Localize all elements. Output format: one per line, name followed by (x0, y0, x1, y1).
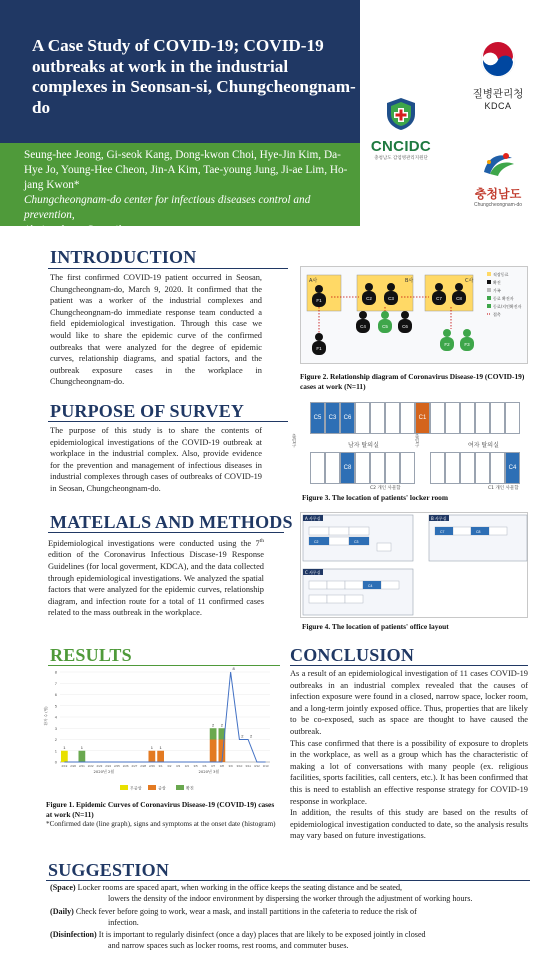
poster-title: A Case Study of COVID-19; COVID-19 outbreaks at work in the industrial complexes in Seonsan-si, Chungcheongnam-do (32, 36, 356, 117)
legend-swatch (176, 785, 184, 790)
locker-c4: C4 (505, 452, 520, 484)
legend-swatch (148, 785, 156, 790)
locker (400, 402, 415, 434)
introduction-text: The first confirmed COVID-19 patient occurred in Seosan, Chungcheongnam-do, March 9, 2020. It confirmed that the patient was a worker of the industrial complexes and Chungcheongnam-do immediate response team conducted a field epidemiological investigation. Through this case we would like to share the epidemic curve of the confirmed outbreaks that were analyzed for the degree of epidemic curves, relationship diagrams, and spatial factors, and the outbreak exposure cases in the workplace in Chungcheongnam-do. (50, 273, 262, 387)
bar-증상 (210, 740, 217, 763)
epidemic-curve-chart (42, 666, 278, 796)
y-tick-label: 5 (54, 703, 57, 709)
relationship-diagram (300, 266, 528, 364)
locker (430, 402, 445, 434)
methods-text (48, 536, 264, 619)
locker-c3: C3 (325, 402, 340, 434)
author-list: Seung-hee Jeong, Gi-seok Kang, Dong-kwon Choi, Hye-Jin Kim, Da-Hye Jo, Young-Hee Cheon, Jin-A Kim, Tae-young Jung, Ji-ae Lim, Ho-jang Kwon* (24, 149, 348, 191)
x-tick-label: 2/29 (148, 764, 155, 768)
y-tick-label: 6 (54, 692, 57, 697)
suggestion-rule (46, 880, 530, 881)
svg-text:C7: C7 (440, 530, 445, 534)
methods-text-part2: edition of the Coronavirus Infectious Discase-19 Response Guidelines (for local goverment, KDCA), and the data collected through epidemiological investigations. We analyzed the spatial factors that were analyzed for the epidemic curves, relationship diagram, and infection route for a total of 11 confirmed cases related to the mass outbreak in the workplace. (48, 550, 264, 618)
svg-text:동료 확진자: 동료 확진자 (493, 296, 514, 301)
methods-text-sup: th (259, 538, 264, 544)
svg-text:확진: 확진 (493, 280, 501, 285)
x-tick-label: 2/22 (87, 764, 94, 768)
purpose-heading: PURPOSE OF SURVEY (50, 401, 245, 421)
kdca-logo (458, 40, 538, 111)
locker (505, 402, 520, 434)
x-tick-label: 2/27 (131, 764, 138, 768)
x-tick-label: 3/2 (167, 764, 172, 768)
x-tick-label: 3/7 (211, 764, 216, 768)
entrance-label-right: 출입구 (414, 434, 419, 448)
suggestion-item-disinfection (50, 929, 520, 952)
group-label-b: B사 (405, 278, 414, 284)
suggestion-line-cont: infection. (108, 917, 139, 927)
x-tick-label: 3/9 (228, 764, 233, 768)
office-layout-svg (301, 513, 529, 619)
figure2-caption: Figure 2. Relationship diagram of Coronavirus Disease-19 (COVID-19) cases at work (N=11) (300, 372, 525, 391)
x-tick-label: 3/3 (176, 764, 181, 768)
y-tick-label: 3 (54, 725, 57, 731)
bar-무증상 (61, 751, 68, 762)
y-tick-label: 0 (54, 759, 57, 765)
figure1-note: *Confirmed date (line graph), signs and symptoms at the onset date (histogram) (46, 820, 276, 828)
locker (460, 452, 475, 484)
y-tick-label: 7 (54, 680, 57, 686)
x-group-label: 2020년 3월 (198, 769, 220, 774)
locker-note-c2: C2 개인 사물함 (370, 486, 401, 491)
locker (385, 402, 400, 434)
data-label: 8 (232, 666, 235, 671)
case-node-c5 (378, 311, 392, 333)
x-tick-label: 3/4 (184, 764, 189, 768)
bar-확진 (210, 728, 217, 739)
legend-swatch (120, 785, 128, 790)
desk-c2 (309, 537, 329, 545)
locker-room-figure (288, 398, 528, 490)
office-a-label: A 사무실 (305, 516, 321, 521)
data-label: 1 (63, 744, 66, 750)
x-tick-label: 3/10 (236, 764, 243, 768)
chungnam-english-name: Chungcheongnam-do (473, 202, 523, 208)
conclusion-paragraph-1: As a result of an epidemiological investigation of 11 cases COVID-19 outbreaks in an industrial complex revealed that the causes of infection exposure were found in a closed, narrow space, locker room, and a long-term jointly exposed office. Thus, properties that are likely to be co-exposed, such as space are thought to have caused the outbreak. (290, 669, 528, 736)
relationship-legend (487, 271, 522, 317)
female-locker-room-label: 여자 탈의실 (468, 442, 499, 449)
locker (475, 402, 490, 434)
office-layout-figure (300, 512, 528, 618)
introduction-rule (48, 268, 288, 269)
suggestion-key: (Space) (50, 883, 76, 892)
legend-label: 무증상 (130, 785, 142, 791)
svg-text:C2: C2 (314, 540, 319, 544)
legend-label: 확진 (186, 785, 194, 791)
results-heading: RESULTS (50, 645, 132, 665)
x-tick-label: 3/8 (219, 764, 224, 768)
bar-증상 (157, 751, 164, 762)
epidemic-curve-svg (42, 666, 278, 796)
locker (490, 402, 505, 434)
affiliation: Chungcheongnam-do center for infectious diseases control and prevention, (24, 194, 311, 221)
locker (445, 452, 460, 484)
purpose-rule (48, 421, 298, 422)
locker (460, 402, 475, 434)
locker (370, 452, 385, 484)
x-tick-label: 2/21 (78, 764, 85, 768)
purpose-text: The purpose of this study is to share the contents of epidemiological investigations of the COVID-19 outbreak at workplace in the industrial complex. Also, provide evidence for the prevention and management of infectious diseases in industrial complexes through cases of outbreaks of COVID-19 in Seosan, Chungcheongnam-do. (50, 426, 262, 493)
group-label-c: C사 (465, 278, 474, 284)
contact-email: *hojangkwon@gmail.com (24, 224, 143, 236)
x-tick-label: 2/28 (140, 764, 147, 768)
svg-text:F1: F1 (316, 346, 322, 351)
data-label: 2 (220, 722, 223, 728)
conclusion-text (290, 668, 528, 842)
methods-rule (48, 532, 284, 533)
legend-label: 증상 (158, 785, 166, 791)
locker-row-male-top (310, 402, 430, 434)
y-tick-label: 1 (54, 748, 57, 754)
svg-text:직장동료: 직장동료 (493, 272, 509, 277)
case-node-f2 (440, 329, 454, 351)
svg-text:C7: C7 (436, 296, 442, 301)
figure4-caption: Figure 4. The location of patients' office layout (302, 622, 449, 631)
suggestion-line: It is important to regularly disinfect (once a day) places that are likely to be exposed jointly in closed (98, 930, 426, 940)
figure3-caption: Figure 3. The location of patients' locker room (302, 493, 449, 502)
author-block (24, 148, 354, 238)
taegeuk-icon (478, 40, 518, 80)
svg-text:접촉: 접촉 (493, 312, 501, 317)
suggestion-list (50, 882, 520, 953)
locker-c5: C5 (310, 402, 325, 434)
chungnam-emblem-icon (480, 150, 516, 178)
suggestion-item-space (50, 882, 520, 905)
suggestion-key: (Daily) (50, 906, 74, 916)
data-label: 1 (150, 744, 153, 750)
locker (385, 452, 400, 484)
x-tick-label: 2/26 (122, 764, 129, 768)
kdca-english-name: KDCA (484, 101, 512, 111)
kdca-korean-name: 질병관리청 (472, 88, 524, 100)
locker (475, 452, 490, 484)
locker-row-male-bottom (310, 452, 415, 484)
office-c (303, 569, 413, 615)
svg-text:C4: C4 (368, 584, 373, 588)
office-b (429, 515, 527, 561)
office-b-label: B 사무실 (431, 516, 447, 521)
locker (445, 402, 460, 434)
svg-text:C3: C3 (388, 296, 394, 301)
svg-text:F2: F2 (444, 342, 450, 347)
cncidc-wordmark: CNCIDC (370, 138, 432, 155)
svg-text:C3: C3 (354, 540, 359, 544)
svg-text:C4: C4 (360, 324, 366, 329)
conclusion-paragraph-3: In addition, the results of this study are based on the results of epidemiological investigation conducted to date, so the analysis results may vary based on future investigations. (290, 808, 528, 841)
case-node-c6 (398, 311, 412, 333)
svg-text:C6: C6 (402, 324, 408, 329)
svg-text:F3: F3 (464, 342, 470, 347)
cncidc-subtitle: 충청남도 감염병관리지원단 (374, 156, 428, 161)
locker (370, 402, 385, 434)
x-tick-label: 3/6 (202, 764, 207, 768)
locker (430, 452, 445, 484)
case-node-f3 (460, 329, 474, 351)
locker (400, 452, 415, 484)
y-tick-label: 8 (54, 669, 57, 675)
locker-c1: C1 (415, 402, 430, 434)
y-tick-label: 4 (54, 714, 57, 720)
x-group-label: 2020년 2월 (93, 769, 115, 774)
figure1-caption: Figure 1. Epidemic Curves of Coronavirus Disease-19 (COVID-19) cases at work (N=11) (46, 800, 275, 819)
suggestion-heading: SUGGESTION (48, 860, 170, 880)
locker (355, 452, 370, 484)
x-tick-label: 3/1 (158, 764, 163, 768)
locker-row-female-bottom (430, 452, 520, 484)
conclusion-paragraph-2: This case confirmed that there is a possibility of exposure to droplets in the workplace, as well as a group which has the characteristic of making a lot of conversations with many people (ex. religious facilities, sports facilities, call centers, etc.). It has been confirmed that this is need to establish an effective response strategy for COVID-19 response in workplace. (290, 738, 528, 806)
methods-text-part1: Epidemiological investigations were conducted using the 7 (48, 538, 260, 548)
chungnam-logo (458, 150, 538, 208)
data-label: 2 (212, 722, 215, 728)
x-tick-label: 3/13 (262, 764, 269, 768)
locker (325, 452, 340, 484)
conclusion-rule (290, 665, 528, 666)
relationship-diagram-svg (301, 267, 529, 365)
x-tick-label: 3/5 (193, 764, 198, 768)
svg-text:가족: 가족 (493, 288, 501, 293)
locker (310, 452, 325, 484)
x-tick-label: 2/25 (113, 764, 120, 768)
x-tick-label: 3/11 (245, 764, 251, 768)
entrance-label-left: 출입구 (291, 434, 296, 448)
shield-icon (383, 96, 419, 132)
case-node-f1b (312, 333, 326, 355)
svg-text:동료/지인확진자: 동료/지인확진자 (493, 304, 522, 309)
suggestion-line: Check fever before going to work, wear a mask, and install partitions in the cafeteria to reduce the risk of (75, 906, 417, 916)
data-label: 2 (241, 733, 244, 739)
desk-c3 (349, 537, 369, 545)
data-label: 2 (250, 733, 253, 739)
suggestion-line-cont: lowers the density of the indoor environment by dispersing the worker through the adjustment of working hours. (108, 894, 473, 904)
cncidc-logo (366, 96, 436, 161)
data-label: 1 (80, 744, 83, 750)
methods-heading: MATELALS AND METHODS (50, 512, 293, 532)
locker-row-female-top (430, 402, 520, 434)
locker-c8: C8 (340, 452, 355, 484)
chungnam-korean-name: 충청남도 (474, 187, 522, 201)
case-node-c4 (356, 311, 370, 333)
x-tick-label: 3/12 (253, 764, 260, 768)
male-locker-room-label: 남자 탈의실 (348, 442, 379, 449)
svg-text:F1: F1 (316, 298, 322, 303)
office-c-label: C 사무실 (305, 570, 321, 575)
svg-text:C5: C5 (382, 324, 388, 329)
x-tick-label: 2/20 (70, 764, 77, 768)
x-tick-label: 2/19 (61, 764, 68, 768)
y-axis-label: 환자 수 (명) (44, 706, 48, 726)
x-tick-label: 2/24 (105, 764, 112, 768)
y-tick-label: 2 (54, 737, 57, 742)
svg-text:C8: C8 (476, 530, 481, 534)
svg-text:C2: C2 (366, 296, 372, 301)
introduction-heading: INTRODUCTION (50, 247, 197, 267)
group-label-a: A사 (309, 278, 318, 284)
locker (490, 452, 505, 484)
locker-c6: C6 (340, 402, 355, 434)
locker-note-c1: C1 개인 사물함 (488, 486, 519, 491)
suggestion-key: (Disinfection) (50, 930, 97, 940)
suggestion-line: Locker rooms are spaced apart, when working in the office keeps the seating distance and be seated, (77, 883, 403, 892)
locker (355, 402, 370, 434)
suggestion-line-cont: and narrow spaces such as locker rooms, rest rooms, and commuter buses. (108, 941, 349, 951)
svg-text:C8: C8 (456, 296, 462, 301)
suggestion-item-daily (50, 906, 520, 929)
data-label: 1 (159, 744, 162, 750)
x-tick-label: 2/23 (96, 764, 103, 768)
conclusion-heading: CONCLUSION (290, 645, 415, 665)
bar-확진 (79, 751, 86, 762)
bar-증상 (149, 751, 156, 762)
